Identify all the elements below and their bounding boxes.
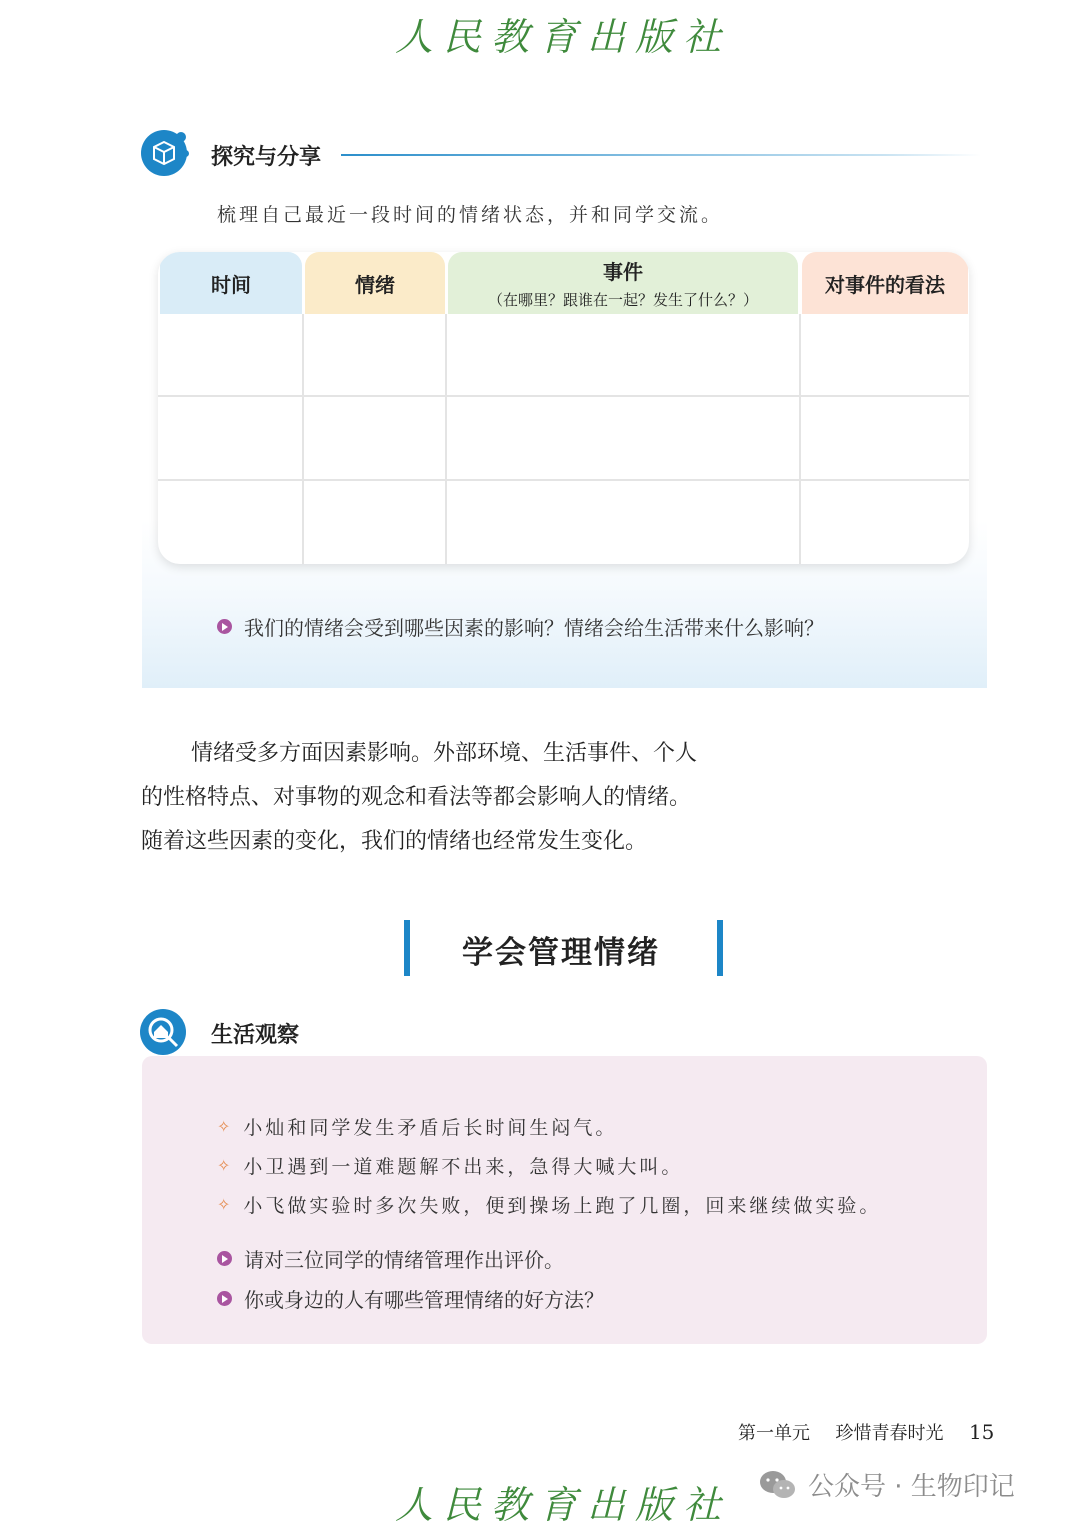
house-magnifier-icon bbox=[140, 1009, 186, 1055]
footer-unit: 第一单元 bbox=[738, 1423, 810, 1444]
observation-list bbox=[217, 1107, 881, 1224]
footer-chapter: 珍惜青春时光 bbox=[835, 1423, 944, 1444]
wechat-icon bbox=[758, 1469, 798, 1501]
observation-item: ✧ 小卫遇到一道难题解不出来，急得大喊大叫。 bbox=[217, 1156, 684, 1178]
table-divider bbox=[445, 314, 447, 564]
star-bullet-icon: ✧ bbox=[217, 1117, 234, 1136]
table-divider bbox=[158, 479, 969, 481]
table-divider bbox=[158, 395, 969, 397]
section-divider bbox=[341, 154, 981, 156]
explore-question-text: 我们的情绪会受到哪些因素的影响？情绪会给生活带来什么影响？ bbox=[244, 616, 824, 640]
play-bullet-icon bbox=[217, 619, 232, 634]
paragraph-line: 随着这些因素的变化，我们的情绪也经常发生变化。 bbox=[141, 829, 648, 854]
table-header-opinion: 对事件的看法 bbox=[802, 252, 968, 314]
observation-item: ✧ 小灿和同学发生矛盾后长时间生闷气。 bbox=[217, 1117, 618, 1139]
publisher-logo-bottom: 人民教育出版社 bbox=[395, 1483, 732, 1527]
paragraph-line: 情绪受多方面因素影响。外部环境、生活事件、个人 bbox=[191, 741, 698, 766]
play-bullet-icon bbox=[217, 1291, 232, 1306]
observe-question bbox=[217, 1244, 564, 1273]
table-divider bbox=[799, 314, 801, 564]
table-header-event: 事件 （在哪里？跟谁在一起？发生了什么？） bbox=[448, 252, 798, 314]
observation-item: ✧ 小飞做实验时多次失败，便到操场上跑了几圈，回来继续做实验。 bbox=[217, 1195, 882, 1217]
publisher-logo-top: 人民教育出版社 bbox=[395, 15, 732, 59]
watermark-text: 公众号 · 生物印记 bbox=[808, 1472, 1015, 1502]
explore-title: 探究与分享 bbox=[211, 145, 322, 170]
play-bullet-icon bbox=[217, 1251, 232, 1266]
paragraph-line: 的性格特点、对事物的观念和看法等都会影响人的情绪。 bbox=[141, 785, 692, 810]
table-divider bbox=[302, 314, 304, 564]
topic-bar-right bbox=[717, 920, 723, 976]
star-bullet-icon: ✧ bbox=[217, 1156, 234, 1175]
explore-instruction: 梳理自己最近一段时间的情绪状态，并和同学交流。 bbox=[217, 204, 724, 226]
observe-question bbox=[217, 1284, 604, 1313]
body-paragraph bbox=[141, 732, 861, 864]
topic-title: 学会管理情绪 bbox=[462, 935, 660, 971]
bubble-decoration bbox=[176, 132, 186, 142]
bubble-decoration bbox=[182, 150, 189, 157]
table-header-time: 时间 bbox=[160, 252, 302, 314]
observe-title: 生活观察 bbox=[211, 1023, 300, 1048]
topic-bar-left bbox=[404, 920, 410, 976]
observe-question-text: 你或身边的人有哪些管理情绪的好方法？ bbox=[244, 1288, 604, 1312]
table-header-emotion: 情绪 bbox=[305, 252, 445, 314]
star-bullet-icon: ✧ bbox=[217, 1195, 234, 1214]
observe-question-text: 请对三位同学的情绪管理作出评价。 bbox=[244, 1248, 564, 1272]
page-footer bbox=[738, 1419, 994, 1445]
page-number: 15 bbox=[968, 1420, 995, 1444]
emotion-table bbox=[158, 252, 969, 564]
watermark bbox=[758, 1466, 1015, 1503]
explore-question bbox=[217, 612, 824, 641]
